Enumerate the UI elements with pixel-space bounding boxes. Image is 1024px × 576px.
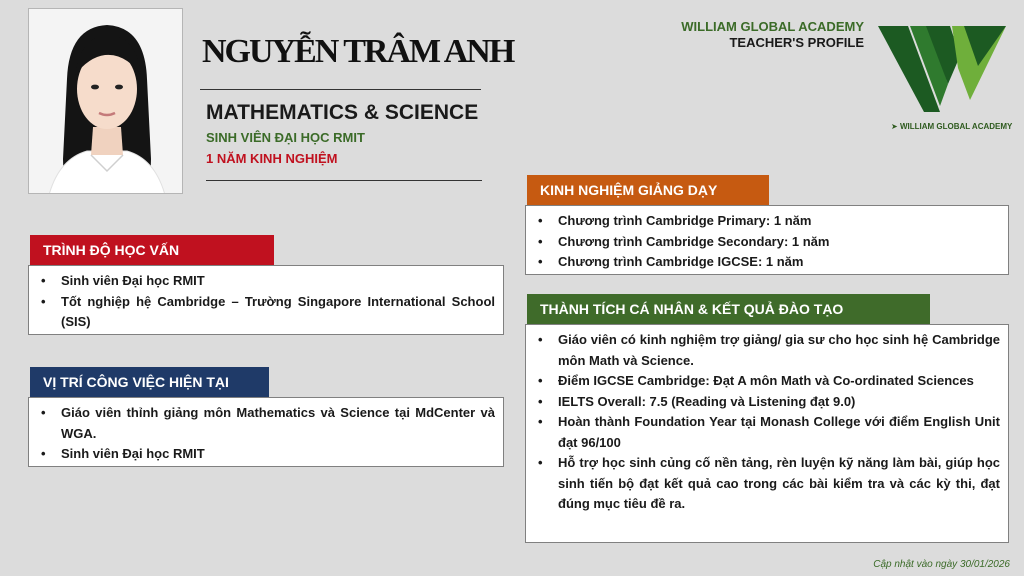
list-item: • Sinh viên Đại học RMIT <box>37 444 495 465</box>
list-item: • Điểm IGCSE Cambridge: Đạt A môn Math và Co-ordinated Sciences <box>534 371 1000 392</box>
achievements-box <box>525 324 1009 543</box>
teaching-box <box>525 205 1009 275</box>
subject-underline <box>206 180 482 181</box>
education-box <box>28 265 504 335</box>
list-item: • IELTS Overall: 7.5 (Reading và Listening đạt 9.0) <box>534 392 1000 413</box>
position-box <box>28 397 504 467</box>
teacher-photo <box>28 8 183 194</box>
list-item: • Sinh viên Đại học RMIT <box>37 271 495 292</box>
list-item: • Giáo viên thỉnh giảng môn Mathematics và Science tại MdCenter và WGA. <box>37 403 495 444</box>
university-label: SINH VIÊN ĐẠI HỌC RMIT <box>206 130 365 145</box>
list-item: • Chương trình Cambridge Secondary: 1 năm <box>534 232 1000 253</box>
teaching-header: KINH NGHIỆM GIẢNG DẠY <box>527 175 769 205</box>
name-underline <box>200 89 481 90</box>
brand-block <box>681 19 864 50</box>
arrow-icon: ➤ <box>891 122 900 131</box>
update-date: Cập nhật vào ngày 30/01/2026 <box>873 559 1010 570</box>
list-item: • Giáo viên có kinh nghiệm trợ giảng/ gia sư cho học sinh hệ Cambridge môn Math và Science. <box>534 330 1000 371</box>
position-header: VỊ TRÍ CÔNG VIỆC HIỆN TẠI <box>30 367 269 397</box>
achievements-header: THÀNH TÍCH CÁ NHÂN & KẾT QUẢ ĐÀO TẠO <box>527 294 930 324</box>
logo-caption: ➤ WILLIAM GLOBAL ACADEMY <box>891 122 1013 131</box>
experience-label: 1 NĂM KINH NGHIỆM <box>206 151 338 166</box>
academy-name: WILLIAM GLOBAL ACADEMY <box>681 19 864 34</box>
teaching-subject: MATHEMATICS & SCIENCE <box>206 101 479 124</box>
education-header: TRÌNH ĐỘ HỌC VẤN <box>30 235 274 265</box>
list-item: • Tốt nghiệp hệ Cambridge – Trường Singapore International School (SIS) <box>37 292 495 333</box>
list-item: • Chương trình Cambridge Primary: 1 năm <box>534 211 1000 232</box>
teacher-name: NGUYỄN TRÂM ANH <box>202 33 514 70</box>
list-item: • Chương trình Cambridge IGCSE: 1 năm <box>534 252 1000 273</box>
academy-logo <box>878 22 1006 122</box>
profile-label: TEACHER'S PROFILE <box>729 35 864 50</box>
list-item: • Hoàn thành Foundation Year tại Monash College với điểm English Unit đạt 96/100 <box>534 412 1000 453</box>
list-item: • Hỗ trợ học sinh củng cố nền tảng, rèn luyện kỹ năng làm bài, giúp học sinh tiến bộ đạt kết quả cao trong các bài kiểm tra và các kỳ thi, đạt đúng mục tiêu đề ra. <box>534 453 1000 515</box>
